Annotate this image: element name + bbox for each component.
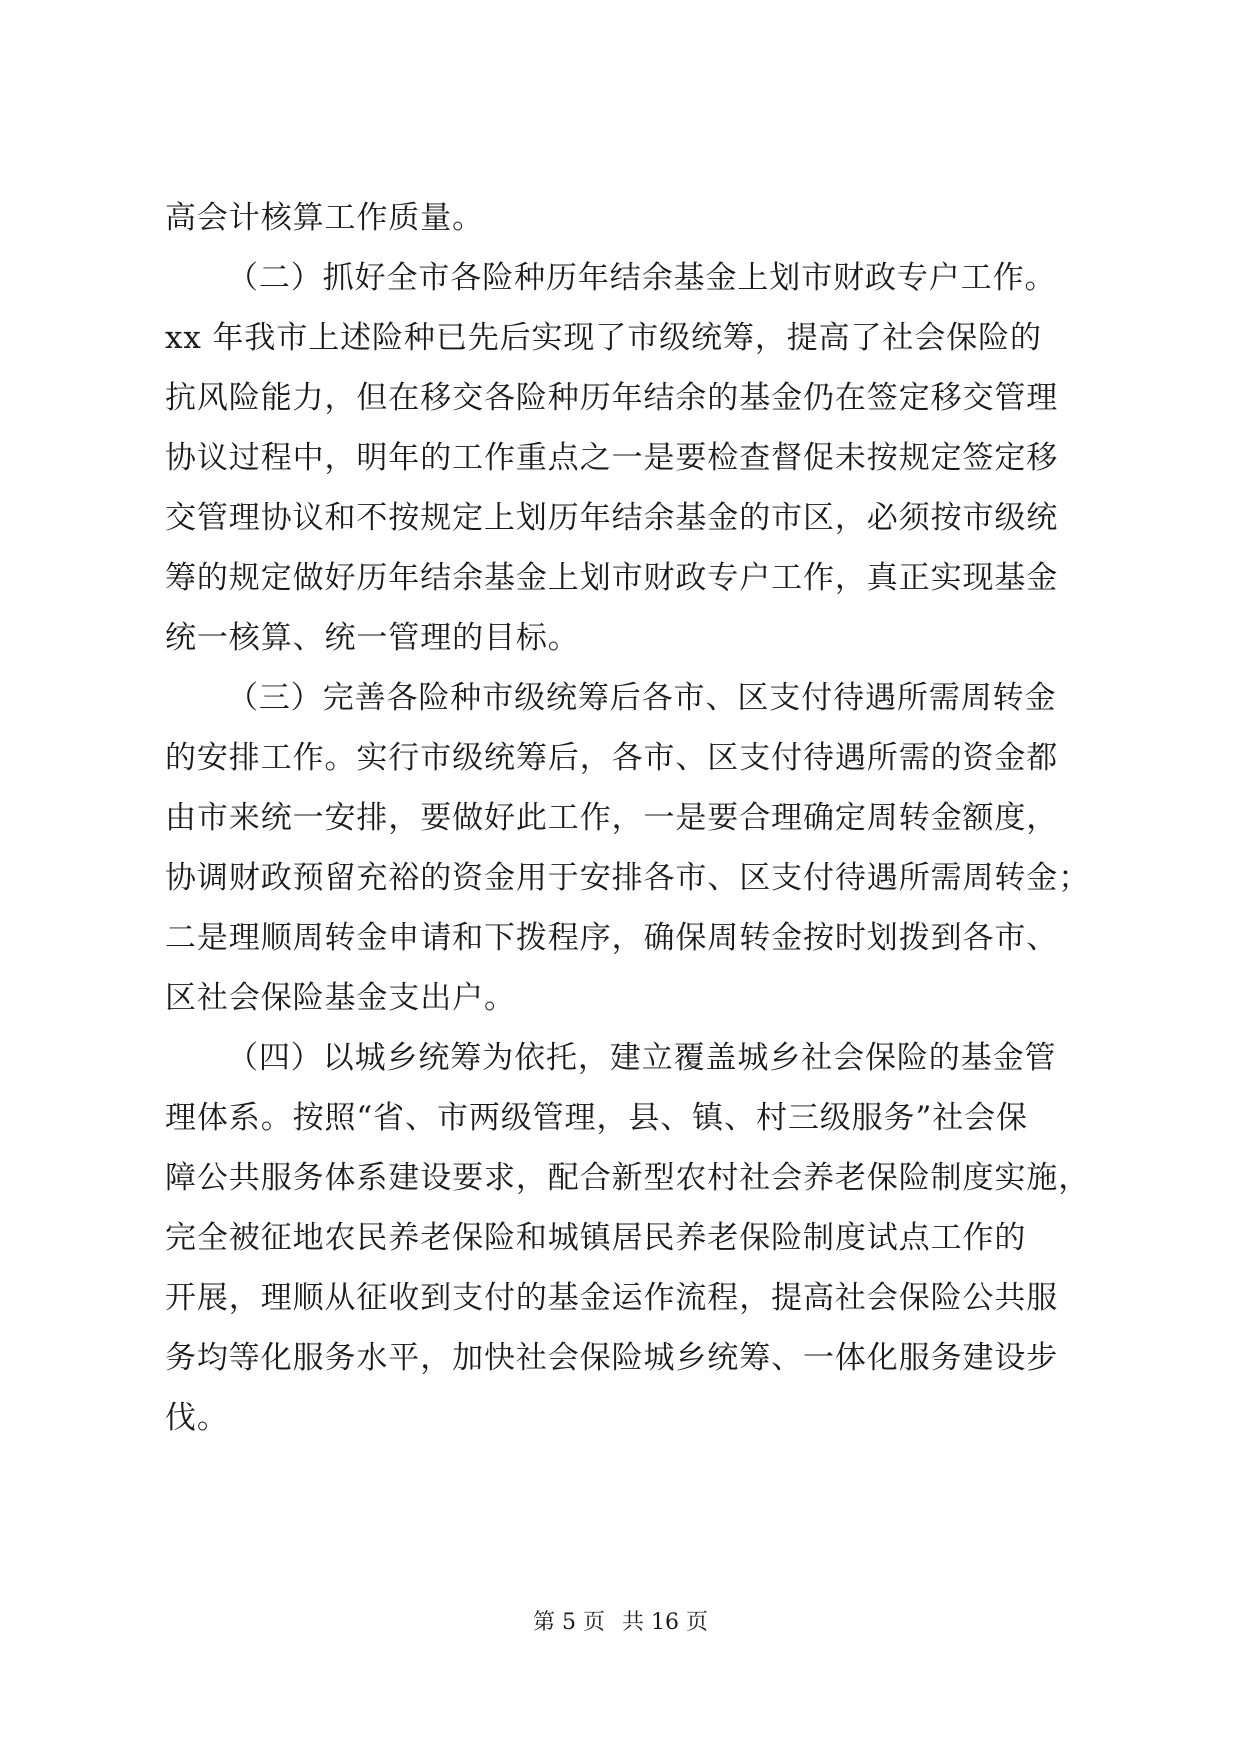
text-line: 交管理协议和不按规定上划历年结余基金的市区，必须按市级统 (165, 500, 1059, 536)
text-line: 障公共服务体系建设要求，配合新型农村社会养老保险制度实施， (165, 1160, 1091, 1196)
text-line: 筹的规定做好历年结余基金上划市财政专户工作，真正实现基金 (165, 560, 1059, 596)
section-heading-3: （三）完善各险种市级统筹后各市、区支付待遇所需周转金 (227, 680, 1057, 716)
text-line: 协议过程中，明年的工作重点之一是要检查督促未按规定签定移 (165, 440, 1059, 476)
page-number: 第 5 页 (533, 1610, 605, 1635)
section-heading-2: （二）抓好全市各险种历年结余基金上划市财政专户工作。 (227, 260, 1057, 296)
text-line: 理体系。按照“省、市两级管理，县、镇、村三级服务”社会保 (165, 1100, 1028, 1136)
text-line: 务均等化服务水平，加快社会保险城乡统筹、一体化服务建设步 (165, 1340, 1059, 1376)
text-line: 区社会保险基金支出户。 (165, 980, 516, 1016)
text-line: 开展，理顺从征收到支付的基金运作流程，提高社会保险公共服 (165, 1280, 1059, 1316)
text-line: 统一核算、统一管理的目标。 (165, 620, 580, 656)
text-line: 的安排工作。实行市级统筹后，各市、区支付待遇所需的资金都 (165, 740, 1059, 776)
text-line: 协调财政预留充裕的资金用于安排各市、区支付待遇所需周转金； (165, 860, 1091, 896)
text-line: xx 年我市上述险种已先后实现了市级统筹，提高了社会保险的 (165, 320, 1042, 356)
page-total: 共 16 页 (622, 1610, 708, 1635)
text-line: 抗风险能力，但在移交各险种历年结余的基金仍在签定移交管理 (165, 380, 1059, 416)
text-line: 完全被征地农民养老保险和城镇居民养老保险制度试点工作的 (165, 1220, 1027, 1256)
text-line: 伐。 (165, 1400, 229, 1436)
text-line: 由市来统一安排，要做好此工作，一是要合理确定周转金额度， (165, 800, 1059, 836)
text-line: 二是理顺周转金申请和下拨程序，确保周转金按时划拨到各市、 (165, 920, 1059, 956)
page-footer (0, 1605, 1241, 1636)
section-heading-4: （四）以城乡统筹为依托，建立覆盖城乡社会保险的基金管 (227, 1040, 1057, 1076)
text-line: 高会计核算工作质量。 (165, 200, 484, 236)
